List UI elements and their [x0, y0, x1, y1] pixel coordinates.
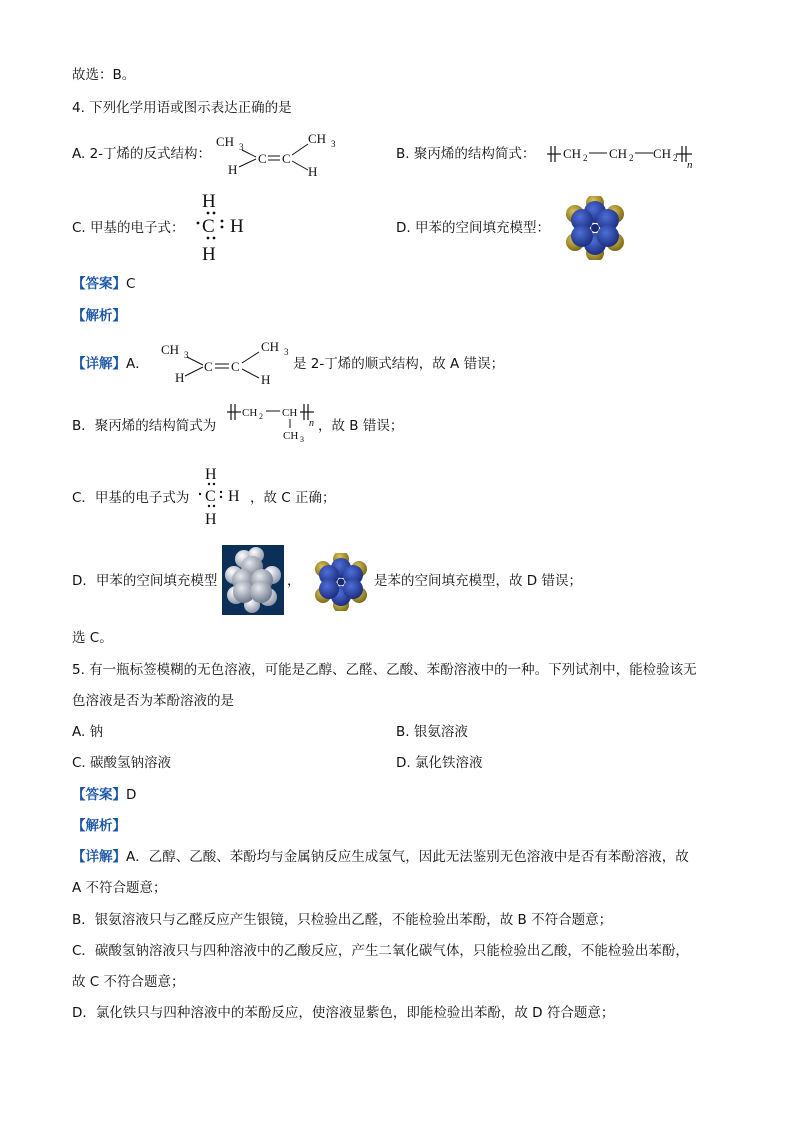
polypropylene-wrong-formula	[546, 136, 706, 170]
formula-text: H	[228, 488, 240, 505]
q5-analysis-tag: 【解析】	[72, 818, 126, 834]
formula-text: CH	[216, 134, 235, 149]
q4-detail-c-suffix: ，故 C 正确；	[250, 490, 336, 506]
formula-text: H	[261, 372, 271, 386]
formula-text: 3	[300, 435, 304, 444]
q5-detail-a2: A 不符合题意；	[72, 880, 167, 896]
q4-option-a: A. 2-丁烯的反式结构：	[72, 146, 212, 162]
formula-text: H	[205, 511, 217, 528]
toluene-space-filling-model	[222, 545, 284, 615]
formula-text: H	[175, 370, 185, 385]
formula-text: H	[228, 162, 238, 177]
q5-option-c: C. 碳酸氢钠溶液	[72, 755, 172, 771]
q4-detail-c-prefix: C．甲基的电子式为	[72, 490, 190, 506]
q5-option-d: D. 氯化铁溶液	[396, 755, 483, 771]
q5-option-b: B. 银氨溶液	[396, 724, 468, 740]
formula-text: 3	[239, 142, 244, 152]
formula-text: H	[230, 216, 244, 237]
formula-text: C	[204, 359, 213, 374]
formula-text: C	[258, 151, 267, 166]
q4-option-d: D. 甲苯的空间填充模型：	[396, 220, 550, 236]
detail-a-text: A．乙醇、乙酸、苯酚均与金属钠反应生成氢气，因此无法鉴别无色溶液中是否有苯酚溶液，故	[126, 849, 689, 865]
methyl-electron-formula-small	[196, 464, 252, 530]
benzene-space-filling-model-small	[312, 553, 370, 611]
detail-tag: 【详解】	[72, 849, 126, 865]
formula-text: C	[205, 488, 216, 505]
formula-text: CH	[308, 131, 327, 146]
formula-text: 3	[331, 139, 336, 149]
formula-text: 2	[629, 153, 634, 163]
formula-text: C	[231, 359, 240, 374]
formula-text: C	[282, 151, 291, 166]
formula-text: n	[309, 418, 314, 429]
formula-text: 3	[284, 347, 289, 357]
formula-text: n	[687, 159, 693, 170]
formula-text: CH	[282, 407, 298, 419]
q5-detail-c2: 故 C 不符合题意；	[72, 974, 185, 990]
formula-text: 2	[259, 412, 263, 421]
q5-detail-b: B．银氨溶液只与乙醛反应产生银镜，只检验出乙醛，不能检验出苯酚，故 B 不符合题意；	[72, 912, 613, 928]
formula-text: 3	[184, 350, 189, 360]
q4-option-b: B. 聚丙烯的结构简式：	[396, 146, 536, 162]
q4-detail-d-comma: ，	[287, 573, 301, 589]
methyl-electron-formula	[192, 188, 256, 266]
formula-text: CH	[261, 339, 280, 354]
q3-conclusion: 故选：B。	[72, 67, 136, 83]
benzene-space-filling-model	[563, 196, 627, 260]
formula-text: CH	[563, 146, 582, 161]
detail-tag: 【详解】	[72, 356, 126, 372]
q4-analysis-tag: 【解析】	[72, 308, 126, 324]
q5-detail-c1: C．碳酸氢钠溶液只与四种溶液中的乙酸反应，产生二氧化碳气体，只能检验出乙酸，不能检验出苯酚，	[72, 943, 689, 959]
formula-text: H	[308, 164, 318, 178]
q5-stem-line2: 色溶液是否为苯酚溶液的是	[72, 693, 234, 709]
q5-answer	[72, 786, 136, 804]
q4-detail-d-suffix: 是苯的空间填充模型，故 D 错误；	[374, 573, 582, 589]
polypropylene-correct-formula	[226, 400, 326, 446]
formula-text: 2	[583, 153, 588, 163]
q4-option-c: C. 甲基的电子式：	[72, 220, 185, 236]
formula-text: CH	[609, 146, 628, 161]
formula-text: 2	[673, 153, 678, 163]
answer-value: C	[126, 276, 136, 292]
formula-text: H	[202, 191, 216, 212]
q4-answer	[72, 275, 135, 293]
q5-detail-d: D．氯化铁只与四种溶液中的苯酚反应，使溶液显紫色，即能检验出苯酚，故 D 符合题意；	[72, 1005, 615, 1021]
q4-detail-b-prefix: B．聚丙烯的结构简式为	[72, 418, 217, 434]
q5-option-a: A. 钠	[72, 724, 104, 740]
q4-detail-a	[72, 355, 149, 373]
formula-text: CH	[653, 146, 672, 161]
cis-2-butene-structure	[157, 336, 291, 386]
trans-2-butene-structure	[212, 128, 342, 178]
formula-text: CH	[242, 407, 258, 419]
formula-text: H	[205, 466, 217, 483]
q4-detail-a-suffix: 是 2-丁烯的顺式结构，故 A 错误；	[293, 356, 505, 372]
q4-detail-d-prefix: D．甲苯的空间填充模型	[72, 573, 218, 589]
q4-stem: 4. 下列化学用语或图示表达正确的是	[72, 100, 292, 116]
detail-a-prefix: A．	[126, 356, 149, 372]
q5-detail-a1	[72, 848, 689, 866]
answer-value: D	[126, 787, 137, 803]
q5-stem-line1: 5. 有一瓶标签模糊的无色溶液，可能是乙醇、乙醛、乙酸、苯酚溶液中的一种。下列试剂中，能检验该无	[72, 662, 697, 678]
formula-text: H	[202, 244, 216, 265]
answer-tag: 【答案】	[72, 276, 126, 292]
formula-text: CH	[161, 342, 180, 357]
q4-detail-b-suffix: ，故 B 错误；	[318, 418, 404, 434]
answer-tag: 【答案】	[72, 787, 126, 803]
formula-text: CH	[283, 430, 299, 442]
formula-text: C	[202, 216, 215, 237]
q4-conclusion: 选 C。	[72, 630, 113, 646]
